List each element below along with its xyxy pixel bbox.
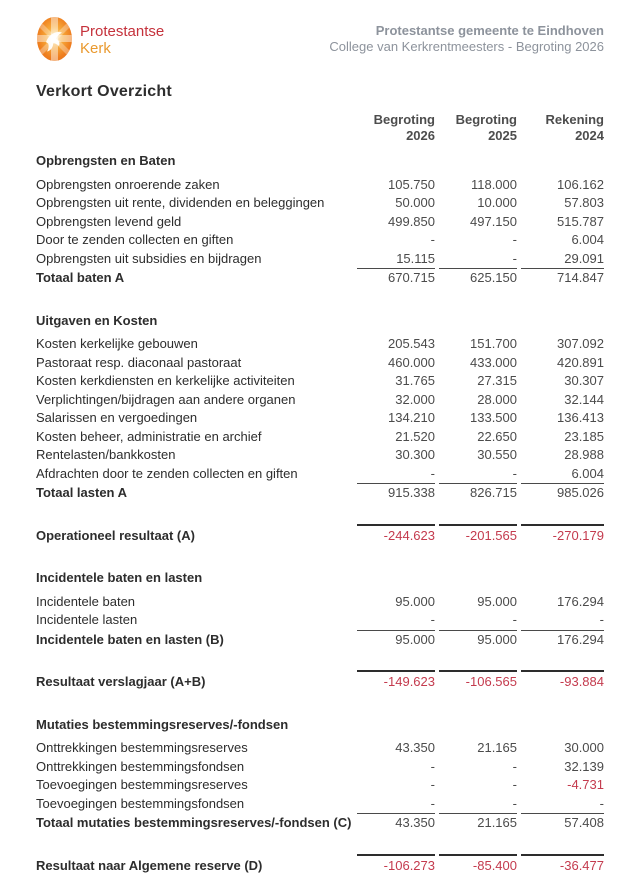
spacer xyxy=(36,692,604,713)
row-label: Incidentele baten en lasten xyxy=(36,570,203,585)
row-label: Incidentele lasten xyxy=(36,612,138,627)
item-row xyxy=(36,795,604,814)
cell-value: -149.623 xyxy=(357,670,435,692)
item-row xyxy=(36,593,604,612)
cell-value: - xyxy=(430,612,435,627)
spacer xyxy=(36,503,604,524)
cell-value: 6.004 xyxy=(571,232,604,247)
item-row xyxy=(36,213,604,232)
org-title: Protestantse gemeente te Eindhoven xyxy=(375,23,604,38)
row-label: Operationeel resultaat (A) xyxy=(36,527,195,543)
cell-value: 31.765 xyxy=(395,373,435,388)
cell-value: 714.847 xyxy=(521,268,604,288)
row-label: Uitgaven en Kosten xyxy=(36,312,158,328)
row-label: Totaal lasten A xyxy=(36,485,128,500)
cell-value: 28.000 xyxy=(477,391,517,407)
cell-value: 21.165 xyxy=(439,813,517,833)
cell-value: 307.092 xyxy=(557,336,604,351)
cell-value: - xyxy=(430,758,435,774)
item-row xyxy=(36,391,604,410)
cell-value: - xyxy=(430,465,435,481)
cell-value: 176.294 xyxy=(557,593,604,609)
item-row xyxy=(36,372,604,391)
row-label: Opbrengsten onroerende zaken xyxy=(36,176,220,192)
row-label: Incidentele baten xyxy=(36,593,136,609)
total-row xyxy=(36,813,604,833)
cell-value: 134.210 xyxy=(388,410,435,425)
total-row xyxy=(36,268,604,288)
row-label: Kosten kerkdiensten en kerkelijke activiteiten xyxy=(36,373,295,388)
cell-value: 95.000 xyxy=(395,593,435,609)
cell-value: 499.850 xyxy=(388,213,435,229)
item-row xyxy=(36,354,604,373)
row-label: Kosten kerkelijke gebouwen xyxy=(36,336,198,351)
pkn-wordmark-line1: Protestantse xyxy=(80,23,165,40)
item-row xyxy=(36,231,604,250)
column-header-row xyxy=(36,112,604,144)
row-label: Opbrengsten uit rente, dividenden en beleggingen xyxy=(36,195,325,210)
item-row xyxy=(36,446,604,465)
item-row xyxy=(36,335,604,354)
cell-value: -244.623 xyxy=(357,524,435,546)
cell-value: -270.179 xyxy=(521,524,604,546)
cell-value: - xyxy=(430,232,435,247)
row-label: Opbrengsten en Baten xyxy=(36,153,176,168)
table-body xyxy=(36,149,604,875)
spacer xyxy=(36,649,604,670)
row-label: Afdrachten door te zenden collecten en giften xyxy=(36,465,298,481)
row-label: Pastoraat resp. diaconaal pastoraat xyxy=(36,354,242,370)
cell-value: -106.273 xyxy=(357,854,435,876)
item-row xyxy=(36,176,604,195)
cell-value: 22.650 xyxy=(477,428,517,444)
cell-value: 460.000 xyxy=(388,354,435,370)
section-row xyxy=(36,566,604,593)
row-label: Onttrekkingen bestemmingsreserves xyxy=(36,740,248,755)
row-label: Salarissen en vergoedingen xyxy=(36,410,198,425)
cell-value: 43.350 xyxy=(357,813,435,833)
pkn-wordmark-line2: Kerk xyxy=(80,40,111,57)
org-header xyxy=(329,16,604,55)
column-header-begroting-2025: Begroting 2025 xyxy=(455,112,517,143)
spacer xyxy=(36,288,604,309)
cell-value: - xyxy=(512,250,517,266)
cell-value: 826.715 xyxy=(439,483,517,503)
total-row xyxy=(36,630,604,650)
row-label: Toevoegingen bestemmingsreserves xyxy=(36,777,248,792)
result-row xyxy=(36,854,604,876)
column-header-begroting-2026: Begroting 2026 xyxy=(373,112,435,143)
row-label: Incidentele baten en lasten (B) xyxy=(36,631,224,647)
pkn-logo xyxy=(36,16,164,62)
cell-value: 30.000 xyxy=(564,740,604,755)
section-row xyxy=(36,713,604,740)
cell-value: - xyxy=(430,795,435,811)
pkn-rosette-icon xyxy=(36,16,73,62)
item-row xyxy=(36,250,604,269)
row-label: Mutaties bestemmingsreserves/-fondsen xyxy=(36,716,289,732)
item-row xyxy=(36,194,604,213)
cell-value: 21.165 xyxy=(477,740,517,755)
item-row xyxy=(36,409,604,428)
item-row xyxy=(36,758,604,777)
cell-value: -85.400 xyxy=(439,854,517,876)
cell-value: 118.000 xyxy=(470,176,517,192)
item-row xyxy=(36,739,604,758)
cell-value: 6.004 xyxy=(571,465,604,481)
cell-value: 32.139 xyxy=(564,758,604,774)
financial-table xyxy=(36,112,604,875)
cell-value: 105.750 xyxy=(388,176,435,192)
cell-value: 30.300 xyxy=(395,447,435,462)
cell-value: - xyxy=(599,612,604,627)
row-label: Toevoegingen bestemmingsfondsen xyxy=(36,795,245,811)
page-title: Verkort Overzicht xyxy=(36,83,172,100)
cell-value: - xyxy=(512,758,517,774)
cell-value: 670.715 xyxy=(357,268,435,288)
cell-value: 32.144 xyxy=(564,391,604,407)
section-row xyxy=(36,149,604,176)
cell-value: 23.185 xyxy=(564,428,604,444)
cell-value: - xyxy=(512,795,517,811)
cell-value: 133.500 xyxy=(470,410,517,425)
item-row xyxy=(36,465,604,484)
spacer xyxy=(36,833,604,854)
cell-value: 57.408 xyxy=(521,813,604,833)
cell-value: 151.700 xyxy=(470,336,517,351)
cell-value: 915.338 xyxy=(357,483,435,503)
row-label: Opbrengsten levend geld xyxy=(36,213,182,229)
row-label: Onttrekkingen bestemmingsfondsen xyxy=(36,758,245,774)
pkn-wordmark xyxy=(80,21,164,57)
cell-value: -93.884 xyxy=(521,670,604,692)
cell-value: - xyxy=(512,465,517,481)
cell-value: 21.520 xyxy=(395,428,435,444)
row-label: Verplichtingen/bijdragen aan andere organen xyxy=(36,391,296,407)
item-row xyxy=(36,776,604,795)
cell-value: 176.294 xyxy=(521,630,604,650)
cell-value: - xyxy=(430,777,435,792)
cell-value: - xyxy=(599,795,604,811)
cell-value: 625.150 xyxy=(439,268,517,288)
cell-value: 106.162 xyxy=(557,176,604,192)
item-row xyxy=(36,428,604,447)
cell-value: 57.803 xyxy=(564,195,604,210)
result-row xyxy=(36,670,604,692)
cell-value: -201.565 xyxy=(439,524,517,546)
cell-value: 985.026 xyxy=(521,483,604,503)
column-header-rekening-2024: Rekening 2024 xyxy=(545,112,604,143)
cell-value: 515.787 xyxy=(557,213,604,229)
cell-value: - xyxy=(512,777,517,792)
item-row xyxy=(36,611,604,630)
cell-value: 95.000 xyxy=(439,630,517,650)
cell-value: 10.000 xyxy=(477,195,517,210)
org-subtitle: College van Kerkrentmeesters - Begroting 2026 xyxy=(329,39,604,54)
cell-value: 32.000 xyxy=(395,391,435,407)
cell-value: -106.565 xyxy=(439,670,517,692)
cell-value: 29.091 xyxy=(564,250,604,266)
cell-value: 95.000 xyxy=(477,593,517,609)
cell-value: -36.477 xyxy=(521,854,604,876)
cell-value: 15.115 xyxy=(396,250,435,266)
row-label: Rentelasten/bankkosten xyxy=(36,447,176,462)
cell-value: 433.000 xyxy=(470,354,517,370)
cell-value: 136.413 xyxy=(557,410,604,425)
cell-value: 28.988 xyxy=(564,447,604,462)
result-row xyxy=(36,524,604,546)
cell-value: 497.150 xyxy=(470,213,517,229)
row-label: Opbrengsten uit subsidies en bijdragen xyxy=(36,250,262,266)
cell-value: 27.315 xyxy=(477,373,517,388)
cell-value: 43.350 xyxy=(395,740,435,755)
spacer xyxy=(36,545,604,566)
total-row xyxy=(36,483,604,503)
cell-value: - xyxy=(512,232,517,247)
cell-value: 30.307 xyxy=(564,373,604,388)
cell-value: - xyxy=(512,612,517,627)
cell-value: 205.543 xyxy=(388,336,435,351)
row-label: Resultaat verslagjaar (A+B) xyxy=(36,674,206,689)
page-header xyxy=(36,16,604,62)
row-label: Door te zenden collecten en giften xyxy=(36,232,234,247)
row-label: Totaal mutaties bestemmingsreserves/-fondsen (C) xyxy=(36,815,352,830)
cell-value: 95.000 xyxy=(357,630,435,650)
row-label: Totaal baten A xyxy=(36,270,125,285)
row-label: Kosten beheer, administratie en archief xyxy=(36,428,262,444)
cell-value: 420.891 xyxy=(557,354,604,370)
cell-value: 30.550 xyxy=(477,447,517,462)
cell-value: -4.731 xyxy=(567,777,604,792)
section-row xyxy=(36,309,604,336)
row-label: Resultaat naar Algemene reserve (D) xyxy=(36,857,263,873)
cell-value: 50.000 xyxy=(395,195,435,210)
